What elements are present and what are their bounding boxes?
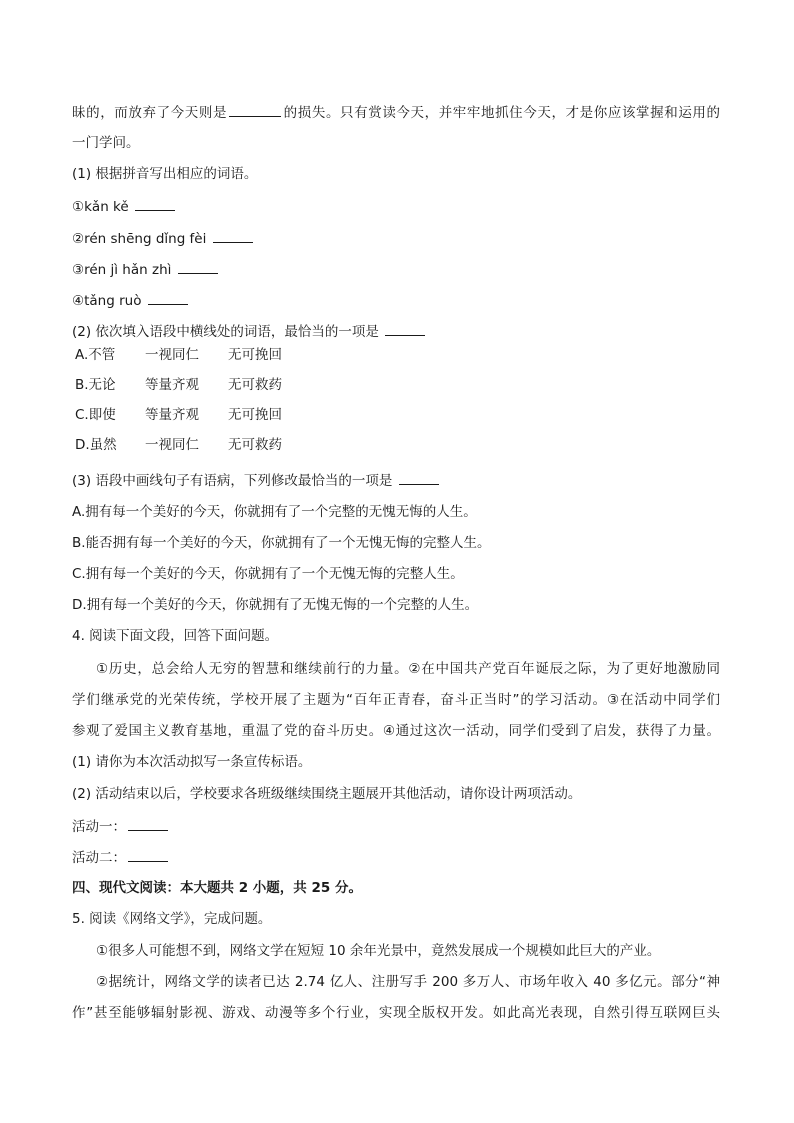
option-word-3: 无可救药 bbox=[228, 377, 282, 393]
q4-paragraph-line-1: ①历史，总会给人无穷的智慧和继续前行的力量。②在中国共产党百年诞辰之际，为了更好地激励同 bbox=[96, 661, 720, 677]
pinyin-text: ③rén jì hǎn zhì bbox=[72, 262, 172, 278]
q4-title: 4. 阅读下面文段，回答下面问题。 bbox=[72, 628, 279, 644]
q4-activity-2 bbox=[72, 847, 170, 868]
q4-sub-2: (2) 活动结束以后，学校要求各班级继续围绕主题展开其他活动，请你设计两项活动。 bbox=[72, 786, 582, 802]
answer-blank bbox=[148, 290, 188, 305]
option-word-3: 无可挽回 bbox=[228, 347, 282, 363]
option-word-2: 一视同仁 bbox=[145, 437, 199, 453]
q1-item-1 bbox=[72, 196, 177, 217]
q4-paragraph-line-3: 参观了爱国主义教育基地，重温了党的奋斗历史。④通过这次一活动，同学们受到了启发，获得了力量。 bbox=[72, 723, 720, 739]
option-word-1: A.不管 bbox=[75, 347, 116, 363]
q5-paragraph-2-line-1: ②据统计，网络文学的读者已达 2.74 亿人、注册写手 200 多万人、市场年收入 40 多亿元。部分“神 bbox=[96, 974, 720, 990]
q4-activity-1 bbox=[72, 816, 170, 837]
intro-text-a: 昧的，而放弃了今天则是 bbox=[72, 105, 228, 121]
q3-option-a: A.拥有每一个美好的今天，你就拥有了一个完整的无愧无悔的人生。 bbox=[72, 504, 477, 520]
pinyin-text: ①kǎn kě bbox=[72, 199, 129, 215]
q1-item-2 bbox=[72, 228, 255, 249]
answer-blank bbox=[128, 847, 168, 862]
option-word-2: 等量齐观 bbox=[145, 377, 199, 393]
intro-text-b: 的损失。只有赏读今天，并牢牢地抓住今天，才是你应该掌握和运用的 bbox=[283, 105, 721, 121]
answer-blank bbox=[385, 321, 425, 336]
q1-item-4 bbox=[72, 290, 190, 311]
q3-stem-text: (3) 语段中画线句子有语病，下列修改最恰当的一项是 bbox=[72, 473, 393, 489]
pinyin-text: ②rén shēng dǐng fèi bbox=[72, 231, 207, 247]
answer-blank bbox=[229, 102, 281, 117]
q2-stem bbox=[72, 321, 427, 342]
answer-blank bbox=[213, 228, 253, 243]
option-word-1: B.无论 bbox=[75, 377, 116, 393]
answer-blank bbox=[399, 470, 439, 485]
answer-blank bbox=[178, 259, 218, 274]
q3-option-c: C.拥有每一个美好的今天，你就拥有了一个无愧无悔的完整人生。 bbox=[72, 566, 464, 582]
q3-option-d: D.拥有每一个美好的今天，你就拥有了无愧无悔的一个完整的人生。 bbox=[72, 597, 479, 613]
intro-line-1 bbox=[72, 102, 720, 123]
pinyin-text: ④tǎng ruò bbox=[72, 293, 142, 309]
q4-paragraph-line-2: 学们继承党的光荣传统，学校开展了主题为“百年正青春，奋斗正当时”的学习活动。③在活动中同学们 bbox=[72, 692, 720, 708]
option-word-2: 等量齐观 bbox=[145, 407, 199, 423]
answer-blank bbox=[135, 196, 175, 211]
option-word-3: 无可挽回 bbox=[228, 407, 282, 423]
q2-stem-text: (2) 依次填入语段中横线处的词语，最恰当的一项是 bbox=[72, 324, 379, 340]
q1-stem: (1) 根据拼音写出相应的词语。 bbox=[72, 166, 258, 182]
option-word-1: C.即使 bbox=[75, 407, 116, 423]
q5-paragraph-2-line-2: 作”甚至能够辐射影视、游戏、动漫等多个行业，实现全版权开发。如此高光表现，自然引得互联网巨头 bbox=[72, 1005, 720, 1021]
q3-option-b: B.能否拥有每一个美好的今天，你就拥有了一个无愧无悔的完整人生。 bbox=[72, 535, 491, 551]
option-word-2: 一视同仁 bbox=[145, 347, 199, 363]
activity-label: 活动二： bbox=[72, 850, 126, 866]
q1-item-3 bbox=[72, 259, 220, 280]
q4-sub-1: (1) 请你为本次活动拟写一条宣传标语。 bbox=[72, 754, 312, 770]
q5-paragraph-1: ①很多人可能想不到，网络文学在短短 10 余年光景中，竟然发展成一个规模如此巨大的产业。 bbox=[96, 943, 661, 959]
intro-line-2: 一门学问。 bbox=[72, 135, 140, 151]
q5-title: 5. 阅读《网络文学》，完成问题。 bbox=[72, 911, 272, 927]
section-heading: 四、现代文阅读：本大题共 2 小题，共 25 分。 bbox=[72, 880, 362, 896]
option-word-1: D.虽然 bbox=[75, 437, 117, 453]
option-word-3: 无可救药 bbox=[228, 437, 282, 453]
answer-blank bbox=[128, 816, 168, 831]
activity-label: 活动一： bbox=[72, 819, 126, 835]
q3-stem bbox=[72, 470, 441, 491]
